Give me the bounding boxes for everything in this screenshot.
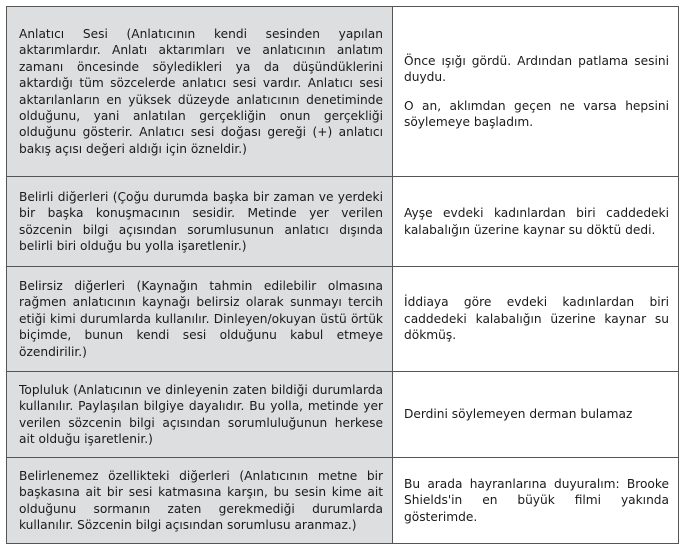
- voice-type-description: Topluluk (Anlatıcının ve dinleyenin zaten bildiği durumlarda kullanılır. Paylaşılan bilgiye dayalıdır. Bu yolla, metinde yer verilen sözcenin bilgi açısından sorumluluğunun herkese ait olduğu işaretlenir.): [7, 372, 393, 458]
- table-row: [7, 7, 679, 177]
- voice-types-table-container: [6, 6, 679, 544]
- table-row: [7, 458, 679, 544]
- example-sentence: İddiaya göre evdeki kadınlardan biri caddedeki kalabalığın üzerine kaynar su dökmüş.: [404, 295, 669, 343]
- table-row: [7, 267, 679, 372]
- example-sentence: Ayşe evdeki kadınlardan biri caddedeki kalabalığın üzerine kaynar su döktü dedi.: [404, 206, 669, 237]
- voice-types-table: [6, 6, 679, 544]
- voice-type-example-cell: [393, 7, 679, 177]
- voice-type-example-cell: [393, 458, 679, 544]
- voice-type-example-cell: [393, 372, 679, 458]
- example-sentence: Bu arada hayranlarına duyuralım: Brooke Shields'in en büyük filmi yakında gösterimde.: [404, 476, 669, 524]
- example-sentence: Önce ışığı gördü. Ardından patlama sesini duydu.: [404, 53, 669, 85]
- voice-type-example-cell: [393, 267, 679, 372]
- voice-type-example-cell: [393, 177, 679, 267]
- example-sentence: Derdini söylemeyen derman bulamaz: [404, 407, 633, 422]
- voice-type-description: Belirsiz diğerleri (Kaynağın tahmin edilebilir olmasına rağmen anlatıcının kaynağı belirsiz olarak sunmayı tercih etiği kimi durumlarda kullanılır. Dinleyen/okuyan üstü örtük biçimde, bunun kendi sesi olduğunu kabul etmeye özendirilir.): [7, 267, 393, 372]
- voice-type-description: Belirlenemez özellikteki diğerleri (Anlatıcının metne bir başkasına ait bir sesi katmasına karşın, bu sesin kime ait olduğunu sormanın zaten gerekmediği durumlarda kullanılır. Sözcenin bilgi açısından sorumlusu aranmaz.): [7, 458, 393, 544]
- voice-type-description: Belirli diğerleri (Çoğu durumda başka bir zaman ve yerdeki bir başka konuşmacının sesidir. Metinde yer verilen sözcenin bilgi açısından sorumlusunun anlatıcı dışında belirli biri olduğu bu yolla işaretlenir.): [7, 177, 393, 267]
- example-sentence: O an, aklımdan geçen ne varsa hepsini söylemeye başladım.: [404, 98, 669, 129]
- table-row: [7, 372, 679, 458]
- voice-type-description: Anlatıcı Sesi (Anlatıcının kendi sesinden yapılan aktarımlardır. Anlatı aktarımları ve anlatıcının anlatım zamanı öncesinde söyledikleri ya da düşündüklerini aktardığı tüm sözcelerde anlatıcı sesi vardır. Anlatıcı sesi aktarılanların en yüksek düzeyde anlatıcının denetiminde olduğunu, yani anlatılan gerçekliğin onun gerçekliği olduğunu gösterir. Anlatıcı sesi doğası gereği (+) anlatıcı bakış açısı değeri aldığı için özneldir.): [7, 7, 393, 177]
- table-row: [7, 177, 679, 267]
